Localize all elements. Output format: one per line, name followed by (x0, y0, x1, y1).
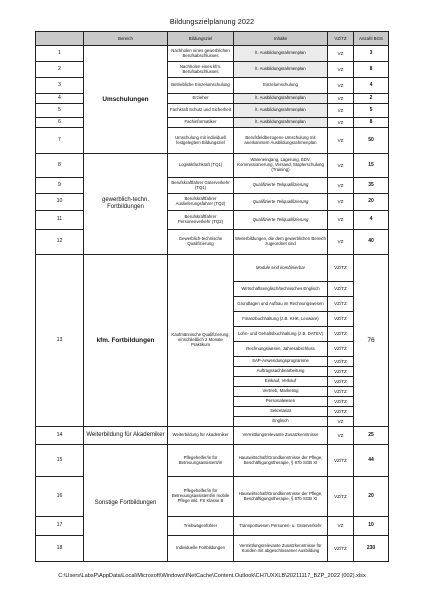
header-anzahl: Anzahl BGS (354, 32, 389, 46)
inhalt-cell: Hauswirtschaft/Grundkenntnisse der Pflege, Beschäftigungstherapie, § 87b SGB XI (234, 477, 328, 517)
inhalt-cell: lt. Ausbildungsrahmenplan (234, 62, 328, 78)
document-title: Bildungszielplanung 2022 (169, 17, 255, 26)
vztz-cell: VZ (328, 128, 354, 154)
module-cell: Module sind kombinierbar (234, 255, 328, 282)
group-label: Weiterbildung für Akademiker (84, 427, 168, 445)
vztz-cell: VZ/TZ (328, 297, 354, 312)
vztz-cell: VZ/TZ (328, 445, 354, 477)
anzahl-cell: 8 (354, 62, 389, 78)
table-header-row (36, 32, 389, 46)
module-cell: Wirtschaftsenglisch/technisches Englisch (234, 282, 328, 297)
row-number: 4 (36, 94, 84, 104)
module-cell: Vertrieb, Marketing (234, 387, 328, 397)
vztz-cell: VZ/TZ (328, 407, 354, 417)
module-cell: Finanzbuchhaltung (z.B. KHK, Lexware) (234, 312, 328, 327)
vztz-cell: VZ (328, 62, 354, 78)
vztz-cell: VZ (328, 427, 354, 445)
bildungsziel-cell: Weiterbildung für Akademiker (168, 427, 234, 445)
anzahl-cell: 230 (354, 536, 389, 562)
header-bereich: Bereich (84, 32, 168, 46)
row-number: 8 (36, 154, 84, 178)
bildungsziel-cell: Berufskraftfahrer Personenverkehr (TQ2) (168, 211, 234, 230)
inhalt-cell: lt. Ausbildungsrahmenplan (234, 104, 328, 118)
anzahl-cell: 4 (354, 211, 389, 230)
vztz-cell: VZ/TZ (328, 312, 354, 327)
anzahl-cell: 25 (354, 427, 389, 445)
group-label: Umschulungen (84, 46, 168, 154)
anzahl-cell: 20 (354, 477, 389, 517)
row-number: 12 (36, 230, 84, 255)
inhalt-cell: Transportwesen Personen- u. Güterverkehr (234, 517, 328, 536)
row-number: 6 (36, 118, 84, 128)
vztz-cell: VZ (328, 154, 354, 178)
bildungsziel-cell: Fachinformatiker (168, 118, 234, 128)
anzahl-cell: 50 (354, 128, 389, 154)
row-number: 17 (36, 517, 84, 536)
module-cell: Grundlagen und Aufbau im Rechnungswesen (234, 297, 328, 312)
anzahl-cell: 3 (354, 46, 389, 62)
module-cell: Sekretariat (234, 407, 328, 417)
anzahl-cell: 15 (354, 154, 389, 178)
header-nr (36, 32, 84, 46)
group-label: gewerblich-techn. Fortbildungen (84, 154, 168, 255)
bildungsziel-cell: Fachkraft Schutz und Sicherheit (168, 104, 234, 118)
inhalt-cell: Qualifizierte Teilqualifizierung (234, 194, 328, 211)
bildungsziel-cell: Erzieher (168, 94, 234, 104)
inhalt-cell: Berufsfeldbezogene Umschulung mit anerkanntem Ausbildungsrahmenplan (234, 128, 328, 154)
anzahl-cell: 40 (354, 230, 389, 255)
row-number: 11 (36, 211, 84, 230)
table-row (36, 154, 389, 178)
bildungsziel-cell: Umschulung mit individuell festgelegtem Bildungsziel (168, 128, 234, 154)
inhalt-cell: Wareneingang, Lagerung, EDV, Kommissionierung, Versand, Staplerschulung (Training) (234, 154, 328, 178)
vztz-cell: VZ (328, 46, 354, 62)
inhalt-cell: Qualifizierte Teilqualifizierung (234, 211, 328, 230)
header-bildungsziel: Bildungsziel (168, 32, 234, 46)
row-number: 5 (36, 104, 84, 118)
module-cell: Auftragssachbearbeitung (234, 367, 328, 377)
bildungsziel-cell: Individuelle Fortbildungen (168, 536, 234, 562)
vztz-cell: VZ/TZ (328, 255, 354, 282)
vztz-cell: VZ/TZ (328, 342, 354, 357)
inhalt-cell: Vermittlungsrelevante Zusatzkenntnisse (234, 427, 328, 445)
anzahl-cell: 8 (354, 118, 389, 128)
module-cell: Rechnungswesen, Jahresabschluss (234, 342, 328, 357)
vztz-cell: VZ/TZ (328, 282, 354, 297)
vztz-cell: VZ/TZ (328, 327, 354, 342)
inhalt-cell: Weiterbildungen, die dem gewerblichen Bereich zugeordnet sind (234, 230, 328, 255)
vztz-cell: VZ (328, 211, 354, 230)
vztz-cell: VZ (328, 230, 354, 255)
row-number: 13 (36, 255, 84, 427)
bildungsziel-cell: Logistikfachkraft (TQ1) (168, 154, 234, 178)
vztz-cell: VZ (328, 517, 354, 536)
bildungsziel-cell: Berufskraftfahrer Güterverkehr (TQ1) (168, 178, 234, 194)
anzahl-cell: 5 (354, 104, 389, 118)
planning-table (35, 31, 389, 562)
bildungsziel-cell: Gewerblich-technische Qualifizierung (168, 230, 234, 255)
anzahl-cell: 4 (354, 78, 389, 94)
bildungsziel-cell: Nachholen eines kfm. Berufsabschlusses (168, 62, 234, 78)
vztz-cell: VZ/TZ (328, 477, 354, 517)
bildungsziel-cell: Triebwagenführer (168, 517, 234, 536)
vztz-cell: VZ/TZ (328, 377, 354, 387)
row-number: 2 (36, 62, 84, 78)
anzahl-cell: 35 (354, 178, 389, 194)
inhalt-cell: lt. Ausbildungsrahmenplan (234, 46, 328, 62)
inhalt-cell: lt. Ausbildungsrahmenplan (234, 118, 328, 128)
row-number: 1 (36, 46, 84, 62)
header-inhalte: Inhalte (234, 32, 328, 46)
anzahl-cell: 10 (354, 517, 389, 536)
inhalt-cell: Einzelumschulung (234, 78, 328, 94)
bildungsziel-cell: Pflegehelfer/in für Betreuungsassistent/in mobile Pflege inkl. FS Klasse B (168, 477, 234, 517)
row-number: 14 (36, 427, 84, 445)
module-cell: Lohn- und Gehaltsbuchhaltung (z.B. DATEV) (234, 327, 328, 342)
vztz-cell: VZ/TZ (328, 536, 354, 562)
bildungsziel-cell: Berufskraftfahrer Auslieferungsfahrer (TQ2) (168, 194, 234, 211)
row-number: 15 (36, 445, 84, 477)
vztz-cell: VZ (328, 78, 354, 94)
bildungsziel-cell: Betriebliche Einzelumschulung (168, 78, 234, 94)
row-number: 9 (36, 178, 84, 194)
vztz-cell: VZ/TZ (328, 357, 354, 367)
bildungsziel-cell: Nachholen eines gewerblichen Berufsabschlusses (168, 46, 234, 62)
inhalt-cell: Vermittlungsrelevante Zusatzkenntnisse für Kunden mit abgeschlossener Ausbildung (234, 536, 328, 562)
inhalt-cell: lt. Ausbildungsrahmenplan (234, 94, 328, 104)
row-number: 3 (36, 78, 84, 94)
vztz-cell: VZ (328, 417, 354, 427)
module-cell: Englisch (234, 417, 328, 427)
vztz-cell: VZ/TZ (328, 387, 354, 397)
row-number: 7 (36, 128, 84, 154)
vztz-cell: VZ (328, 178, 354, 194)
anzahl-cell: 2 (354, 94, 389, 104)
bildungsziel-cell: Kaufmännische Qualifizierung, einschließlich 2 Monate Praktikum (168, 255, 234, 427)
header-vztz: VZ/TZ (328, 32, 354, 46)
anzahl-cell: 44 (354, 445, 389, 477)
inhalt-cell: Hauswirtschaft/Grundkenntnisse der Pflege, Beschäftigungstherapie, § 87b SGB XI (234, 445, 328, 477)
table-row (36, 427, 389, 445)
vztz-cell: VZ/TZ (328, 367, 354, 377)
group-label: Sonstige Fortbildungen (84, 445, 168, 562)
table-row (36, 445, 389, 477)
row-number: 16 (36, 477, 84, 517)
row-number: 10 (36, 194, 84, 211)
vztz-cell: VZ (328, 118, 354, 128)
vztz-cell: VZ (328, 194, 354, 211)
module-cell: SAP-Anwendungsprogramme (234, 357, 328, 367)
anzahl-cell: 20 (354, 194, 389, 211)
module-cell: Einkauf, Verkauf (234, 377, 328, 387)
group-label: kfm. Fortbildungen (84, 255, 168, 427)
module-cell: Personalwesen (234, 397, 328, 407)
row-number: 18 (36, 536, 84, 562)
inhalt-cell: Qualifizierte Teilqualifizierung (234, 178, 328, 194)
vztz-cell: VZ (328, 94, 354, 104)
table-row (36, 46, 389, 62)
file-path-footer: C:\Users\LabsP\AppData\Local\Microsoft\Windows\INetCache\Content.Outlook\CH7UXXLB\20211117_BZP_2022 (002).xlsx (58, 573, 366, 579)
bildungsziel-cell: Pflegehelfer/in für Betreuungsassistent/in (168, 445, 234, 477)
vztz-cell: VZ (328, 104, 354, 118)
vztz-cell: VZ/TZ (328, 397, 354, 407)
anzahl-cell: 76 (354, 255, 389, 427)
table-row (36, 255, 389, 282)
